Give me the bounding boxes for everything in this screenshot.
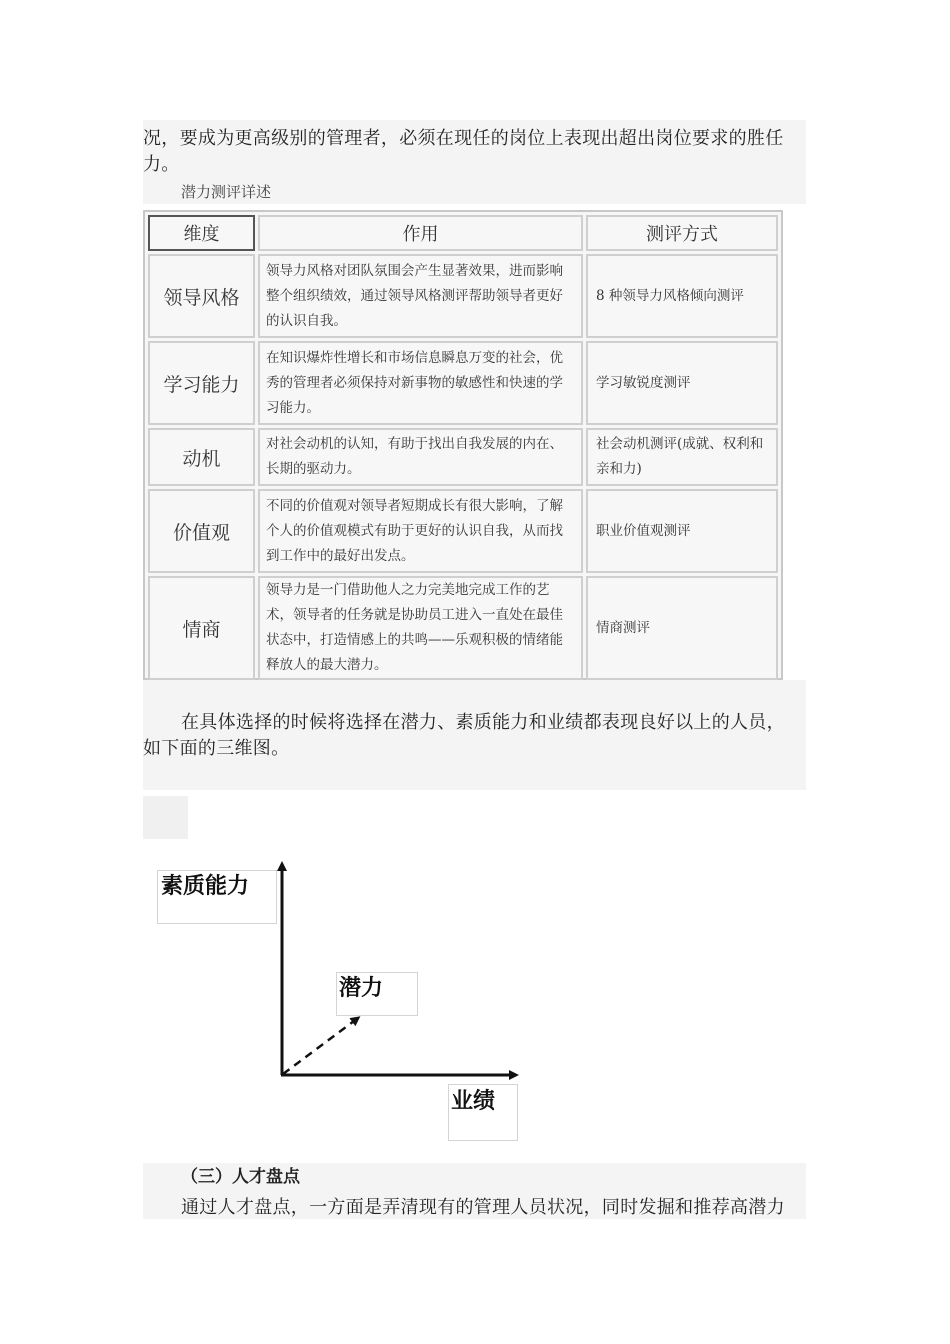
table-row: [148, 428, 778, 486]
role-cell: 对社会动机的认知，有助于找出自我发展的内在、长期的驱动力。: [258, 428, 583, 486]
role-cell: 在知识爆炸性增长和市场信息瞬息万变的社会，优秀的管理者必须保持对新事物的敏感性和快速的学习能力。: [258, 341, 583, 425]
method-cell: 情商测评: [586, 576, 778, 680]
role-cell: 不同的价值观对领导者短期成长有很大影响，了解个人的价值观模式有助于更好的认识自我，从而找到工作中的最好出发点。: [258, 489, 583, 573]
dimension-cell: 动机: [148, 428, 255, 486]
dimension-cell: 价值观: [148, 489, 255, 573]
intro-line-1: 况，要成为更高级别的管理者，必须在现任的岗位上表现出超出岗位要求的胜任: [143, 128, 784, 149]
table-row: [148, 489, 778, 573]
method-cell: 社会动机测评(成就、权利和亲和力): [586, 428, 778, 486]
y-axis-label: 素质能力: [157, 870, 277, 924]
header-dimension: 维度: [148, 215, 255, 251]
image-placeholder: [143, 796, 188, 839]
method-cell: 职业价值观测评: [586, 489, 778, 573]
section3-text: 通过人才盘点，一方面是弄清现有的管理人员状况，同时发掘和推荐高潜力: [181, 1197, 785, 1218]
dimension-cell: 情商: [148, 576, 255, 680]
table-row: [148, 576, 778, 680]
table-caption: 潜力测评详述: [181, 183, 272, 201]
method-cell: 学习敏锐度测评: [586, 341, 778, 425]
x-axis-label: 业绩: [448, 1084, 518, 1141]
potential-eval-table: [143, 210, 783, 680]
table-row: [148, 254, 778, 338]
selection-line-1: 在具体选择的时候将选择在潜力、素质能力和业绩都表现良好以上的人员，: [181, 712, 785, 733]
dimension-cell: 领导风格: [148, 254, 255, 338]
section3-heading: （三）人才盘点: [181, 1167, 300, 1187]
diagonal-label: 潜力: [336, 972, 418, 1016]
intro-line-2: 力。: [143, 154, 180, 175]
selection-line-2: 如下面的三维图。: [143, 738, 290, 759]
header-method: 测评方式: [586, 215, 778, 251]
role-cell: 领导力风格对团队氛围会产生显著效果，进而影响整个组织绩效，通过领导风格测评帮助领导者更好的认识自我。: [258, 254, 583, 338]
table-row: [148, 341, 778, 425]
method-cell: 8 种领导力风格倾向测评: [586, 254, 778, 338]
table-header-row: [148, 215, 778, 251]
dimension-cell: 学习能力: [148, 341, 255, 425]
three-dimension-diagram: [150, 850, 530, 1150]
role-cell: 领导力是一门借助他人之力完美地完成工作的艺术，领导者的任务就是协助员工进入一直处在最佳状态中，打造情感上的共鸣——乐观积极的情绪能释放人的最大潜力。: [258, 576, 583, 680]
header-role: 作用: [258, 215, 583, 251]
diagonal-axis: [283, 1018, 358, 1074]
